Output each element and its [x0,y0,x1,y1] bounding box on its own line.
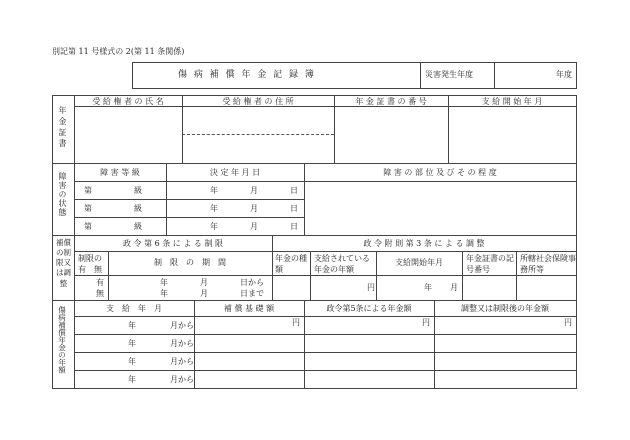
cert-header-start: 支 給 開 始 年 月 [481,97,543,106]
period-from-year: 年 [160,278,168,287]
paid-yen-unit: 円 [367,283,375,292]
disability-header-grade: 障 害 等 級 [100,168,140,177]
disability-side-label: 障害の状態 [58,172,67,217]
pension-cert-side-label: 年金証書 [58,106,67,150]
period-from-month: 月 [200,278,208,287]
disaster-year-label: 災害発生年度 [425,70,473,79]
col-office: 所轄社会保険事務所等 [520,254,576,274]
col-start: 支給開始年月 [395,258,443,267]
col-cert-no: 年金証書の記号番号 [466,254,514,274]
limit-yes: 有 [96,278,104,287]
col-period: 制 限 の 期 間 [154,258,226,267]
cert-header-number: 年 金 証 書 の 番 号 [355,97,427,106]
limit-header: 政 令 第 6 条 に よ る 制 限 [123,239,223,248]
adjust-side-label: 補償の制限又は調整 [56,238,71,288]
col-limit: 制限の有 無 [78,254,102,274]
period-to-year: 年 [160,289,168,298]
period-to-month: 月 [200,289,208,298]
disability-header-date: 決 定 年 月 日 [209,168,261,177]
cert-header-address: 受 給 権 者 の 住 所 [222,97,294,106]
start-month: 月 [450,283,458,292]
annual-header-art5: 政令第5条による年金額 [326,304,412,313]
limit-no: 無 [96,289,104,298]
disability-header-detail: 障 害 の 部 位 及 び そ の 程 度 [383,168,497,177]
form-title: 傷 病 補 償 年 金 記 録 簿 [178,70,316,80]
year-suffix: 年度 [556,70,572,79]
col-paid: 支給されている年金の年額 [314,254,370,274]
cert-header-name: 受 給 権 者 の 氏 名 [92,97,164,106]
col-type: 年金の種 類 [275,254,315,274]
form-reference: 別記第 11 号様式の 2(第 11 条関係) [52,47,185,56]
annual-header-month: 支 給 年 月 [106,304,162,313]
period-to-day: 日まで [240,289,264,298]
annual-side-label: 傷病補償年金の年額 [57,306,67,374]
annual-header-adjusted: 調整又は制限後の年金額 [461,304,549,313]
start-year: 年 [424,283,432,292]
adjust-header: 政 令 附 則 第 3 条 に よ る 調 整 [363,239,485,248]
annual-header-base: 補 償 基 礎 額 [223,304,275,313]
period-from-day: 日から [240,278,264,287]
